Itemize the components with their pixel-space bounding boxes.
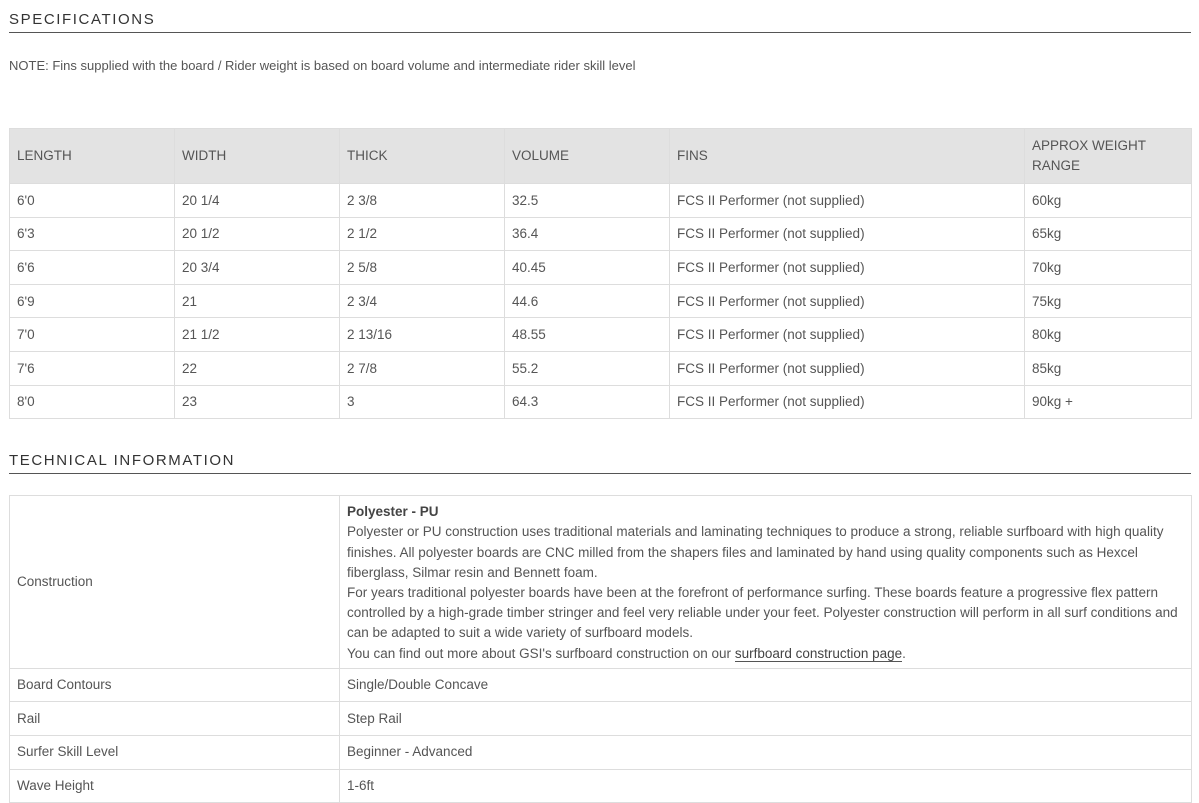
cell-fins: FCS II Performer (not supplied) xyxy=(670,385,1025,419)
specifications-table xyxy=(9,128,1192,419)
table-row xyxy=(10,385,1192,419)
table-row xyxy=(10,184,1192,218)
cell-weight: 70kg xyxy=(1025,251,1192,285)
construction-heading: Polyester - PU xyxy=(347,504,439,520)
cell-volume: 64.3 xyxy=(505,385,670,419)
cell-width: 20 1/2 xyxy=(175,217,340,251)
table-row-construction xyxy=(10,496,1192,669)
cell-weight: 65kg xyxy=(1025,217,1192,251)
cell-volume: 32.5 xyxy=(505,184,670,218)
table-row-board-contours xyxy=(10,668,1192,702)
header-volume: VOLUME xyxy=(505,129,670,184)
cell-fins: FCS II Performer (not supplied) xyxy=(670,284,1025,318)
cell-length: 6'3 xyxy=(10,217,175,251)
header-thick: THICK xyxy=(340,129,505,184)
cell-weight: 75kg xyxy=(1025,284,1192,318)
table-row xyxy=(10,251,1192,285)
header-length: LENGTH xyxy=(10,129,175,184)
surfer-skill-level-label: Surfer Skill Level xyxy=(10,735,340,769)
cell-length: 8'0 xyxy=(10,385,175,419)
cell-length: 7'0 xyxy=(10,318,175,352)
cell-thick: 2 3/4 xyxy=(340,284,505,318)
cell-width: 23 xyxy=(175,385,340,419)
board-contours-label: Board Contours xyxy=(10,668,340,702)
table-row-rail xyxy=(10,702,1192,736)
cell-volume: 40.45 xyxy=(505,251,670,285)
cell-fins: FCS II Performer (not supplied) xyxy=(670,184,1025,218)
header-weight-range: APPROX WEIGHT RANGE xyxy=(1025,129,1192,184)
table-row-wave-height xyxy=(10,769,1192,803)
surfboard-construction-link[interactable]: surfboard construction page xyxy=(734,645,903,661)
board-contours-value: Single/Double Concave xyxy=(340,668,1192,702)
cell-fins: FCS II Performer (not supplied) xyxy=(670,351,1025,385)
table-row xyxy=(10,351,1192,385)
construction-label: Construction xyxy=(10,496,340,669)
cell-length: 6'0 xyxy=(10,184,175,218)
construction-paragraph-3 xyxy=(347,644,1184,664)
cell-fins: FCS II Performer (not supplied) xyxy=(670,251,1025,285)
cell-weight: 60kg xyxy=(1025,184,1192,218)
wave-height-label: Wave Height xyxy=(10,769,340,803)
table-row xyxy=(10,318,1192,352)
cell-thick: 2 5/8 xyxy=(340,251,505,285)
cell-length: 7'6 xyxy=(10,351,175,385)
cell-thick: 3 xyxy=(340,385,505,419)
cell-volume: 55.2 xyxy=(505,351,670,385)
cell-volume: 44.6 xyxy=(505,284,670,318)
construction-paragraph-2: For years traditional polyester boards have been at the forefront of performance surfing. These boards feature a progressive flex pattern controlled by a high-grade timber stringer and feel very reliable under your feet. Polyester construction will perform in all surf conditions and can be adapted to suit a wide variety of surfboard models. xyxy=(347,584,1178,641)
construction-paragraph-3-suffix: . xyxy=(902,645,906,661)
cell-fins: FCS II Performer (not supplied) xyxy=(670,318,1025,352)
specifications-header-row xyxy=(10,129,1192,184)
technical-information-title: TECHNICAL INFORMATION xyxy=(9,452,1191,474)
cell-length: 6'6 xyxy=(10,251,175,285)
cell-thick: 2 1/2 xyxy=(340,217,505,251)
cell-volume: 36.4 xyxy=(505,217,670,251)
table-row xyxy=(10,284,1192,318)
cell-weight: 90kg + xyxy=(1025,385,1192,419)
construction-description xyxy=(340,496,1192,669)
cell-thick: 2 13/16 xyxy=(340,318,505,352)
specifications-note: NOTE: Fins supplied with the board / Rider weight is based on board volume and intermediate rider skill level xyxy=(9,58,636,73)
wave-height-value: 1-6ft xyxy=(340,769,1192,803)
surfer-skill-level-value: Beginner - Advanced xyxy=(340,735,1192,769)
cell-volume: 48.55 xyxy=(505,318,670,352)
table-row xyxy=(10,217,1192,251)
cell-width: 20 1/4 xyxy=(175,184,340,218)
cell-length: 6'9 xyxy=(10,284,175,318)
cell-width: 21 xyxy=(175,284,340,318)
cell-width: 22 xyxy=(175,351,340,385)
header-fins: FINS xyxy=(670,129,1025,184)
cell-width: 20 3/4 xyxy=(175,251,340,285)
cell-width: 21 1/2 xyxy=(175,318,340,352)
cell-thick: 2 3/8 xyxy=(340,184,505,218)
specifications-title: SPECIFICATIONS xyxy=(9,0,1191,33)
header-width: WIDTH xyxy=(175,129,340,184)
technical-information-table xyxy=(9,495,1192,803)
construction-paragraph-1: Polyester or PU construction uses traditional materials and laminating techniques to produce a strong, reliable surfboard with high quality finishes. All polyester boards are CNC milled from the shapers files and laminated by hand using quality components such as Hexcel fiberglass, Silmar resin and Bennett foam. xyxy=(347,524,1164,580)
table-row-surfer-skill-level xyxy=(10,735,1192,769)
cell-thick: 2 7/8 xyxy=(340,351,505,385)
rail-label: Rail xyxy=(10,702,340,736)
cell-weight: 80kg xyxy=(1025,318,1192,352)
cell-fins: FCS II Performer (not supplied) xyxy=(670,217,1025,251)
construction-paragraph-3-prefix: You can find out more about GSI's surfboard construction on our xyxy=(347,645,735,661)
rail-value: Step Rail xyxy=(340,702,1192,736)
cell-weight: 85kg xyxy=(1025,351,1192,385)
